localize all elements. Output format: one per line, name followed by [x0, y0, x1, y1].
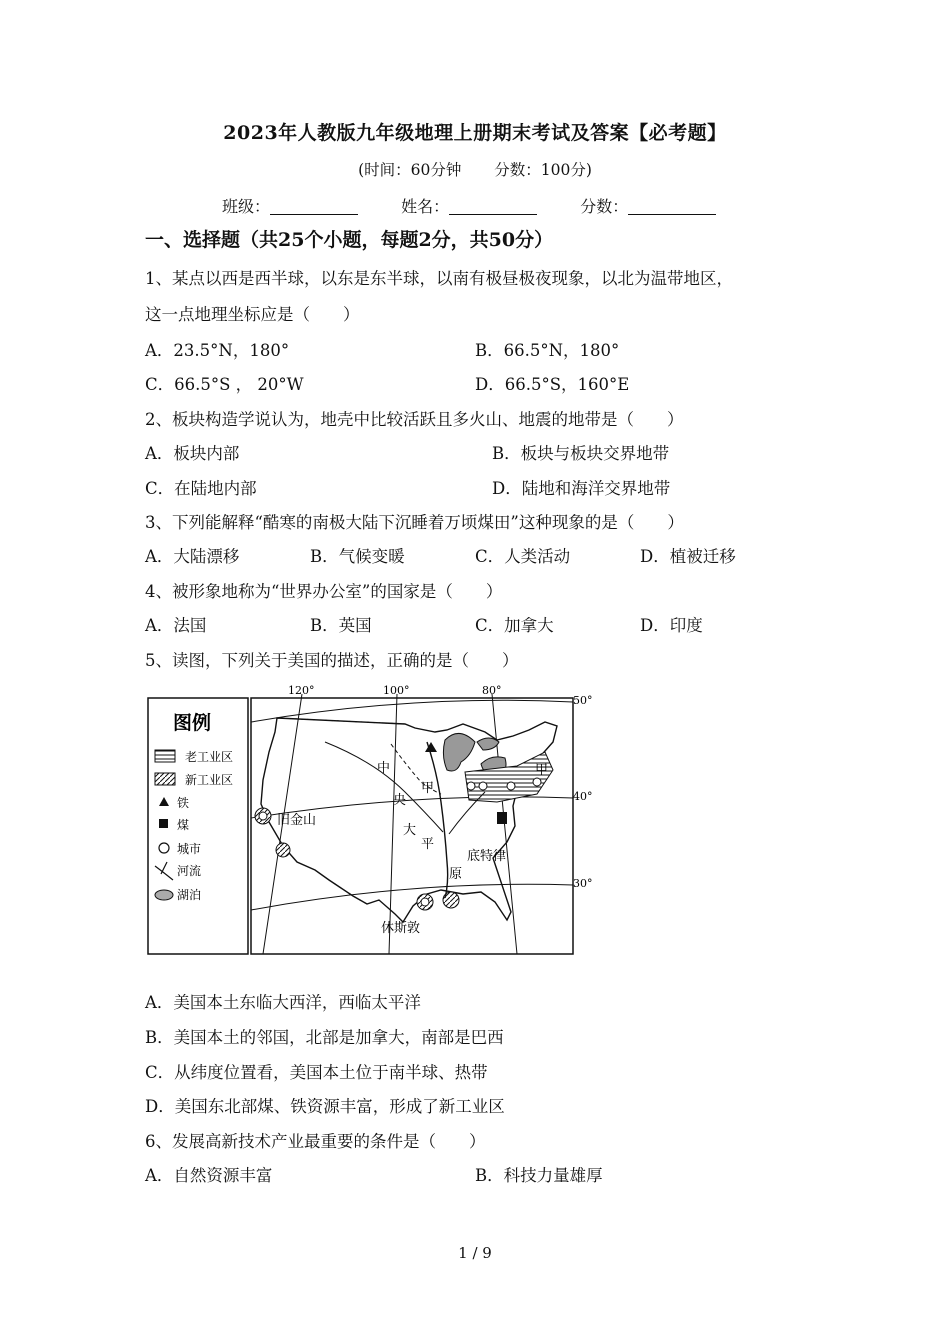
legend-title: 图例	[173, 712, 212, 734]
legend-coal: 煤	[177, 818, 190, 832]
question-5-option-a: A．美国本土东临大西洋，西临太平洋	[145, 993, 421, 1012]
latitude-30: 30°	[573, 877, 593, 890]
legend-lake: 湖泊	[177, 888, 202, 902]
question-2-option-a: A．板块内部	[145, 444, 240, 463]
time-limit: (时间：60分钟	[358, 161, 462, 179]
question-5-line-1: 5、读图，下列关于美国的描述，正确的是（ ）	[145, 651, 519, 670]
question-2-option-c: C．在陆地内部	[145, 479, 257, 498]
question-5-option-d: D．美国东北部煤、铁资源丰富，形成了新工业区	[145, 1097, 505, 1116]
class-label: 班级：	[222, 197, 271, 216]
city-chicago	[467, 782, 475, 790]
longitude-80: 80°	[482, 684, 502, 697]
question-2-option-d: D．陆地和海洋交界地带	[492, 479, 671, 498]
latitude-50: 50°	[573, 694, 593, 707]
label-da: 大	[403, 823, 417, 838]
question-4-option-b: B．英国	[310, 616, 372, 635]
mississippi-river	[427, 742, 448, 898]
name-blank[interactable]	[449, 196, 537, 215]
parallel-30	[251, 884, 573, 910]
lake-icon	[155, 890, 173, 900]
latitude-40: 40°	[573, 790, 593, 803]
city-houston	[421, 898, 429, 906]
question-4-option-d: D．印度	[640, 616, 703, 635]
question-5-option-b: B．美国本土的邻国，北部是加拿大，南部是巴西	[145, 1028, 504, 1047]
score-label: 分数：	[580, 197, 629, 216]
label-detroit: 底特律	[467, 849, 507, 864]
question-1-option-b: B．66.5°N，180°	[475, 341, 620, 360]
legend-iron: 铁	[177, 796, 190, 810]
label-yang: 央	[393, 793, 407, 808]
question-3-option-c: C．人类活动	[475, 547, 571, 566]
question-6-option-b: B．科技力量雄厚	[475, 1166, 603, 1185]
city-pittsburgh	[507, 782, 515, 790]
new-industrial-la	[276, 843, 290, 857]
question-1-line-1: 1、某点以西是西半球，以东是东半球，以南有极昼极夜现象，以北为温带地区，	[145, 269, 733, 288]
question-3-line-1: 3、下列能解释“酷寒的南极大陆下沉睡着万顷煤田”这种现象的是（ ）	[145, 513, 684, 532]
question-6-line-1: 6、发展高新技术产业最重要的条件是（ ）	[145, 1132, 486, 1151]
question-6-option-a: A．自然资源丰富	[145, 1166, 273, 1185]
score-field	[580, 194, 716, 217]
label-san-francisco: 旧金山	[277, 813, 317, 828]
longitude-120: 120°	[288, 684, 315, 697]
coal-deposit	[497, 812, 507, 824]
student-info	[222, 194, 754, 217]
question-1-option-a: A．23.5°N，180°	[145, 341, 290, 360]
name-field	[401, 194, 537, 217]
city-newyork	[533, 778, 541, 786]
legend-old-industrial: 老工业区	[185, 750, 234, 764]
label-jia-west: 甲	[421, 781, 435, 796]
label-yuan: 原	[449, 867, 463, 882]
city-san-francisco	[259, 812, 267, 820]
name-label: 姓名：	[401, 197, 450, 216]
class-blank[interactable]	[270, 196, 358, 215]
question-3-option-d: D．植被迁移	[640, 547, 736, 566]
question-4-line-1: 4、被形象地称为“世界办公室”的国家是（ ）	[145, 582, 503, 601]
coal-icon	[159, 819, 168, 828]
question-3-option-b: B．气候变暖	[310, 547, 405, 566]
usa-industrial-map	[145, 682, 605, 960]
question-4-option-c: C．加拿大	[475, 616, 554, 635]
score-blank[interactable]	[628, 196, 716, 215]
question-1-line-2: 这一点地理坐标应是（ ）	[145, 305, 360, 324]
legend-river: 河流	[177, 864, 202, 878]
question-4-option-a: A．法国	[145, 616, 207, 635]
label-jia-east: 甲	[535, 763, 549, 778]
page-title: 2023年人教版九年级地理上册期末考试及答案【必考题】	[223, 122, 727, 144]
question-5-option-c: C．从纬度位置看，美国本土位于南半球、热带	[145, 1063, 488, 1082]
city-detroit	[479, 782, 487, 790]
legend-new-industrial: 新工业区	[185, 773, 234, 787]
question-1-option-c: C．66.5°S ， 20°W	[145, 375, 304, 394]
page-number: 1 / 9	[458, 1244, 492, 1262]
legend-city: 城市	[177, 842, 202, 856]
label-zhong: 中	[377, 761, 391, 776]
exam-meta	[0, 158, 950, 180]
question-1-option-d: D．66.5°S，160°E	[475, 375, 630, 394]
class-field	[222, 194, 358, 217]
total-score: 分数：100分)	[494, 161, 592, 179]
question-2-line-1: 2、板块构造学说认为，地壳中比较活跃且多火山、地震的地带是（ ）	[145, 410, 684, 429]
city-icon	[159, 843, 169, 853]
section-heading: 一、选择题（共25个小题，每题2分，共50分）	[145, 229, 554, 251]
longitude-100: 100°	[383, 684, 410, 697]
label-houston: 休斯敦	[381, 921, 421, 936]
question-2-option-b: B．板块与板块交界地带	[492, 444, 670, 463]
label-ping: 平	[421, 837, 435, 852]
question-3-option-a: A．大陆漂移	[145, 547, 240, 566]
